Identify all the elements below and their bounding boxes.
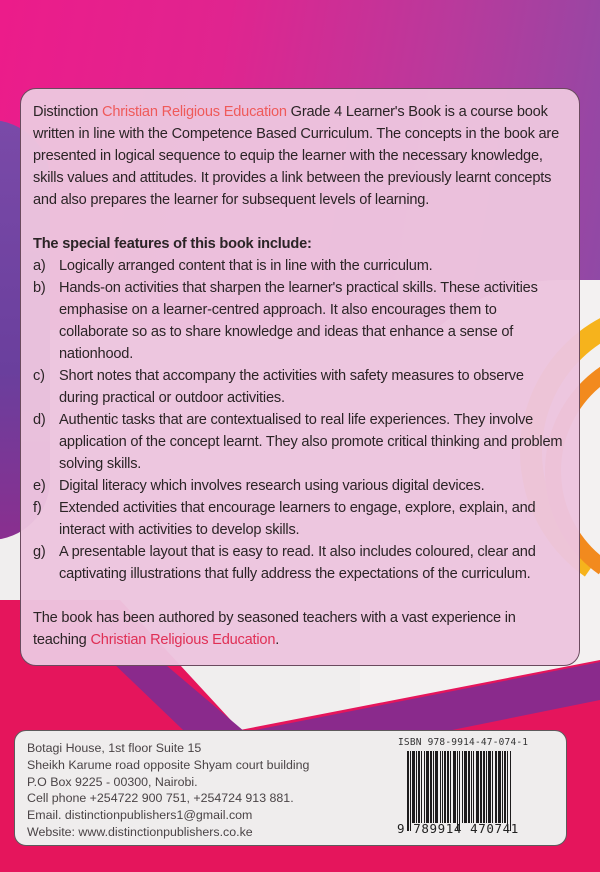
feature-text: Authentic tasks that are contextualised to real life experiences. They involve application of the concept learnt. They also promote critical thinking and problem solving skills. (59, 412, 563, 472)
feature-item (33, 277, 565, 365)
feature-letter: e) (33, 478, 46, 494)
subject-highlight: Christian Religious Education (101, 104, 287, 120)
isbn-label: ISBN 978-9914-47-074-1 (398, 737, 529, 748)
feature-text: Digital literacy which involves research using various digital devices. (59, 478, 485, 494)
feature-letter: d) (33, 412, 46, 428)
website-line: Website: www.distinctionpublishers.co.ke (27, 824, 253, 839)
feature-item (33, 255, 565, 277)
feature-text: Extended activities that encourage learners to engage, explore, explain, and interact with activities to develop skills. (59, 500, 536, 538)
feature-text: Short notes that accompany the activities with safety measures to observe during practical or outdoor activities. (59, 368, 524, 406)
address-line: Sheikh Karume road opposite Shyam court building (27, 757, 310, 772)
features-heading: The special features of this book include: (33, 236, 312, 252)
intro-text: Grade 4 Learner's Book is a course book written in line with the Competence Based Curriculum. The concepts in the book are presented in logical sequence to equip the learner with the necessary knowledge, skills values and attitudes. It provides a link between the previously learnt concepts and also prepares the learner for subsequent levels of learning. (33, 104, 560, 208)
features-list (33, 255, 565, 585)
feature-letter: a) (33, 258, 46, 274)
subject-highlight-closing: Christian Religious Education (90, 632, 276, 648)
feature-item (33, 409, 565, 475)
email-line: Email. distinctionpublishers1@gmail.com (27, 808, 253, 823)
feature-text: A presentable layout that is easy to read. It also includes coloured, clear and captivating illustrations that fully address the expectations of the curriculum. (59, 544, 536, 582)
feature-text: Logically arranged content that is in line with the curriculum. (59, 258, 433, 274)
closing-paragraph (33, 607, 565, 651)
po-box-line: P.O Box 9225 - 00300, Nairobi. (27, 774, 198, 789)
feature-letter: f) (33, 500, 42, 516)
phone-line: Cell phone +254722 900 751, +254724 913 881. (27, 791, 294, 806)
feature-letter: g) (33, 544, 46, 560)
book-description-box (20, 88, 580, 666)
feature-item (33, 541, 565, 585)
feature-item (33, 497, 565, 541)
feature-letter: c) (33, 368, 45, 384)
isbn-barcode (397, 737, 547, 836)
closing-text: The book has been authored by seasoned teachers with a vast experience in teaching (33, 610, 516, 648)
feature-text: Hands-on activities that sharpen the learner's practical skills. These activities emphasise on a learner-centred approach. It also encourages them to collaborate so as to share knowledge and ideas that enhance a sense of nationhood. (59, 280, 538, 362)
feature-item (33, 365, 565, 409)
barcode-bars-icon (397, 751, 547, 831)
intro-prefix: Distinction (33, 104, 102, 120)
address-line: Botagi House, 1st floor Suite 15 (27, 741, 202, 755)
publisher-info-box (14, 730, 567, 846)
intro-paragraph (33, 101, 565, 211)
barcode-digits: 9 789914 470741 (397, 821, 519, 836)
closing-period: . (275, 632, 280, 648)
feature-item (33, 475, 565, 497)
feature-letter: b) (33, 280, 46, 296)
